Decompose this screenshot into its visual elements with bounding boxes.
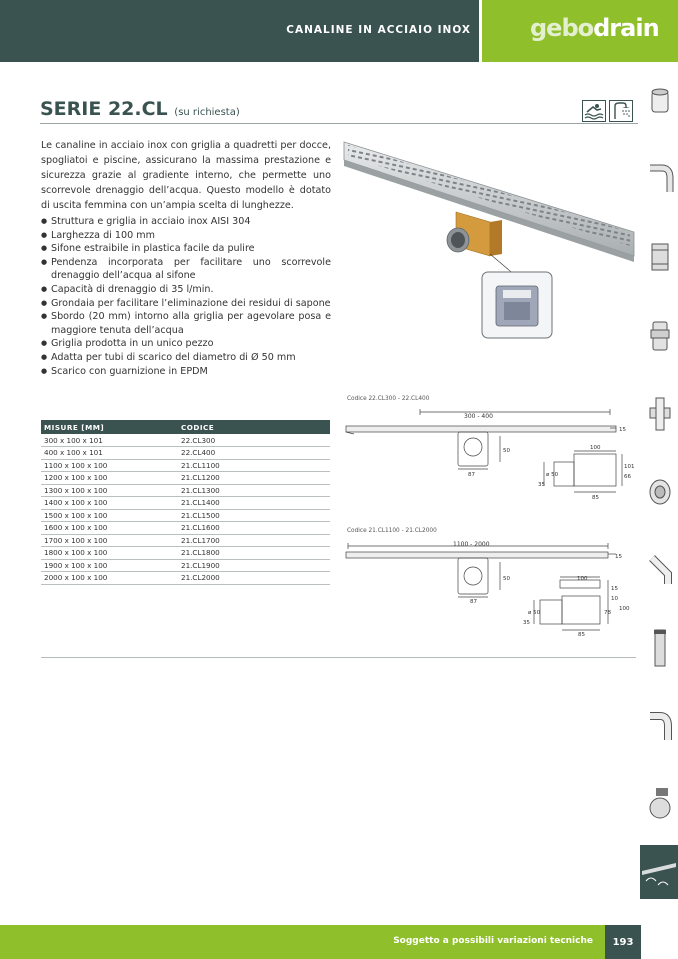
brand-logo: gebodrain [530, 14, 659, 42]
dim-length: 300 - 400 [464, 413, 493, 420]
channel-icon [640, 845, 678, 899]
footer-note: Soggetto a possibili variazioni tecniche [393, 936, 593, 946]
svg-text:87: 87 [468, 472, 475, 478]
tee-fitting-icon [646, 394, 674, 434]
svg-text:85: 85 [592, 495, 599, 501]
svg-text:100: 100 [577, 576, 588, 582]
svg-text:50: 50 [503, 448, 510, 454]
ball-valve-icon [646, 784, 674, 824]
table-row: 1600 x 100 x 100 21.CL1600 [41, 522, 330, 535]
drawing-caption-top: Codice 22.CL300 - 22.CL400 [347, 396, 430, 402]
table-row: 1800 x 100 x 100 21.CL1800 [41, 547, 330, 560]
bend-fitting-icon [646, 550, 674, 590]
technical-drawing-top [340, 404, 636, 506]
union-fitting-icon [646, 472, 674, 512]
header-sizes: MISURE [MM] [41, 420, 178, 434]
table-row: 1300 x 100 x 100 21.CL1300 [41, 484, 330, 497]
footer-bar [0, 925, 605, 959]
title-note: (su richiesta) [174, 107, 240, 118]
threaded-fitting-icon [646, 238, 674, 278]
section-title: CANALINE IN ACCIAIO INOX [286, 24, 471, 36]
pool-icon [582, 100, 606, 122]
elbow-union-icon [646, 706, 674, 746]
table-row: 1900 x 100 x 100 21.CL1900 [41, 559, 330, 572]
pipe-nipple-icon [646, 628, 674, 668]
feature-item: ● Pendenza incorporata per facilitare uno scorrevole drenaggio dell’acqua al sifone [41, 256, 331, 283]
svg-text:85: 85 [578, 632, 585, 638]
use-icons [582, 100, 633, 122]
pipe-fitting-icon [646, 82, 674, 122]
svg-text:100: 100 [590, 445, 601, 451]
page-title: SERIE 22.CL (su richiesta) [40, 98, 240, 120]
feature-item: ● Sifone estraibile in plastica facile da pulire [41, 242, 331, 256]
table-row: 1500 x 100 x 100 21.CL1500 [41, 509, 330, 522]
technical-drawing-bottom [340, 538, 636, 642]
product-photo [340, 136, 636, 346]
header-code: CODICE [178, 420, 330, 434]
sizes-table [41, 420, 330, 585]
svg-text:87: 87 [470, 599, 477, 605]
table-row: 1200 x 100 x 100 21.CL1200 [41, 472, 330, 485]
svg-text:35: 35 [538, 482, 545, 488]
shower-icon [609, 100, 633, 122]
feature-item: ● Adatta per tubi di scarico del diametro di Ø 50 mm [41, 351, 331, 365]
feature-list [41, 215, 331, 378]
dim-length: 1100 - 2000 [453, 541, 490, 548]
category-tab [640, 845, 678, 899]
svg-text:101: 101 [624, 464, 635, 470]
svg-text:50: 50 [503, 576, 510, 582]
svg-text:15: 15 [619, 427, 626, 433]
svg-text:66: 66 [624, 474, 631, 480]
content-divider [41, 657, 636, 658]
svg-text:ø 50: ø 50 [546, 472, 559, 478]
product-description: Le canaline in acciaio inox con griglia a quadretti per docce, spogliatoi e piscine, assicurano la massima prestazione e sicurezza grazie al gradiente interno, che permette uno scorrevole drenaggio dell’acqua. Questo modello è dotato di uscita femmina con un’ampia scelta di lunghezze. [41, 140, 331, 211]
title-divider [40, 123, 638, 124]
feature-item: ● Griglia prodotta in un unico pezzo [41, 337, 331, 351]
svg-text:10: 10 [611, 596, 618, 602]
feature-item: ● Struttura e griglia in acciaio inox AISI 304 [41, 215, 331, 229]
brand-bar [482, 0, 678, 62]
svg-text:35: 35 [523, 620, 530, 626]
svg-text:78: 78 [604, 610, 611, 616]
table-header-row [41, 420, 330, 434]
svg-text:ø 50: ø 50 [528, 610, 541, 616]
feature-item: ● Sbordo (20 mm) intorno alla griglia per agevolare posa e maggiore tenuta dell’acqua [41, 310, 331, 337]
table-row: 1100 x 100 x 100 21.CL1100 [41, 459, 330, 472]
table-row: 2000 x 100 x 100 21.CL2000 [41, 572, 330, 585]
drawing-caption-bottom: Codice 21.CL1100 - 21.CL2000 [347, 528, 437, 534]
table-row: 1400 x 100 x 100 21.CL1400 [41, 497, 330, 510]
table-row: 1700 x 100 x 100 21.CL1700 [41, 534, 330, 547]
feature-item: ● Larghezza di 100 mm [41, 229, 331, 243]
svg-text:15: 15 [615, 554, 622, 560]
svg-text:15: 15 [611, 586, 618, 592]
table-row: 400 x 100 x 101 22.CL400 [41, 447, 330, 460]
table-row: 300 x 100 x 101 22.CL300 [41, 434, 330, 447]
socket-fitting-icon [646, 316, 674, 356]
svg-text:100: 100 [619, 606, 630, 612]
feature-item: ● Capacità di drenaggio di 35 l/min. [41, 283, 331, 297]
elbow-fitting-icon [646, 160, 674, 200]
feature-item: ● Scarico con guarnizione in EPDM [41, 365, 331, 379]
feature-item: ● Grondaia per facilitare l’eliminazione dei residui di sapone [41, 297, 331, 311]
header-bar [0, 0, 479, 62]
page-number: 193 [605, 925, 641, 959]
